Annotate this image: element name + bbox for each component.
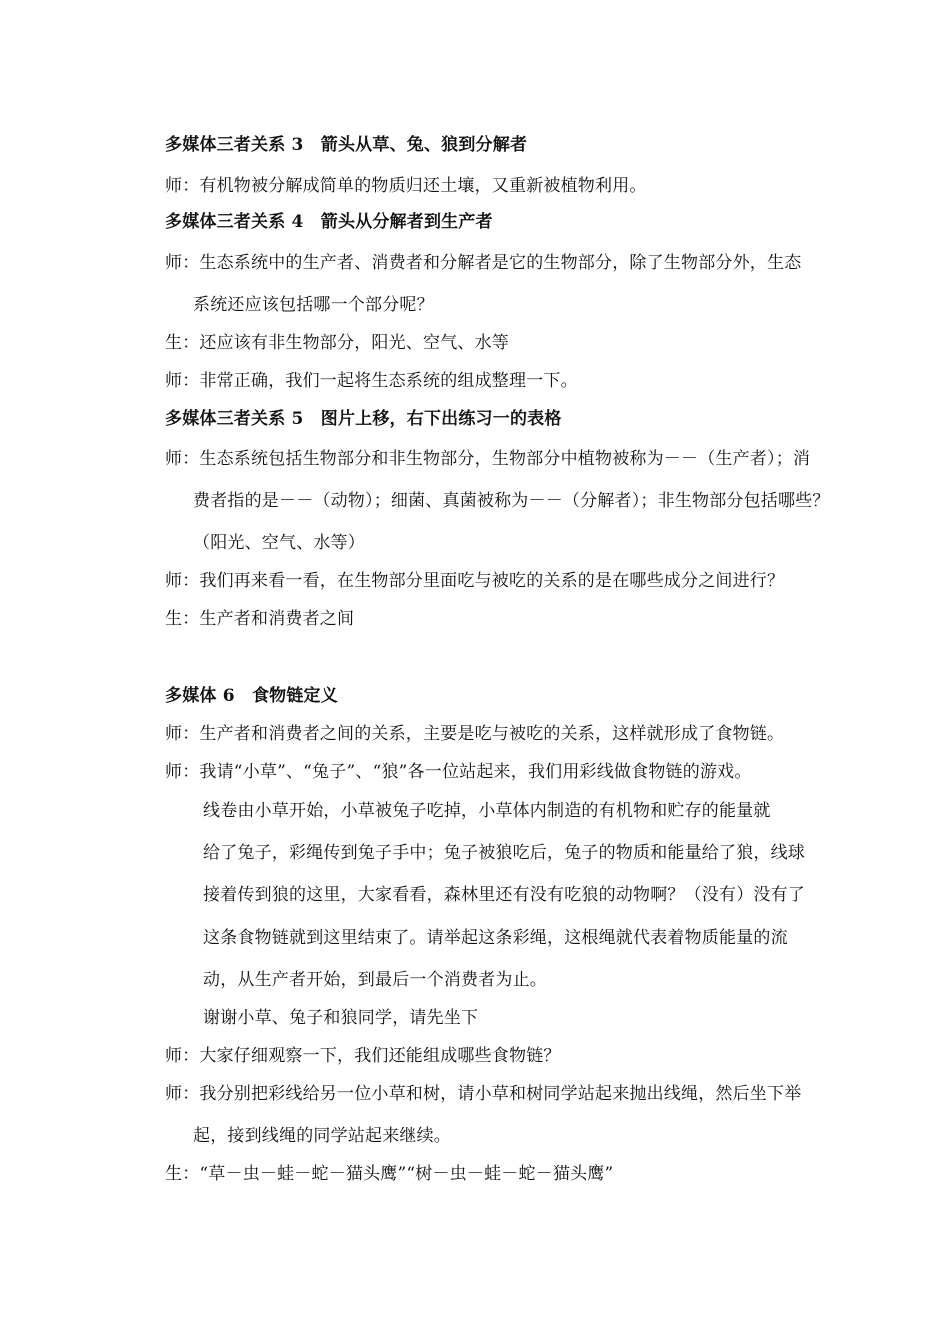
paragraph: 师：我分别把彩线给另一位小草和树，请小草和树同学站起来抛出线绳，然后坐下举 bbox=[165, 1084, 802, 1104]
paragraph: 师：我们再来看一看，在生物部分里面吃与被吃的关系的是在哪些成分之间进行？ bbox=[165, 571, 785, 591]
paragraph: 师：有机物被分解成简单的物质归还土壤，又重新被植物利用。 bbox=[165, 176, 647, 196]
paragraph: 生：“草－虫－蛙－蛇－猫头鹰”“树－虫－蛙－蛇－猫头鹰” bbox=[165, 1164, 614, 1184]
paragraph: 师：大家仔细观察一下，我们还能组成哪些食物链？ bbox=[165, 1046, 561, 1066]
paragraph-continuation: （阳光、空气、水等） bbox=[193, 533, 365, 553]
section-heading: 多媒体三者关系 3 箭头从草、兔、狼到分解者 bbox=[165, 135, 528, 155]
paragraph-continuation: 这条食物链就到这里结束了。请举起这条彩绳，这根绳就代表着物质能量的流 bbox=[203, 928, 788, 948]
section-heading: 多媒体三者关系 4 箭头从分解者到生产者 bbox=[165, 212, 493, 232]
paragraph: 生：还应该有非生物部分，阳光、空气、水等 bbox=[165, 333, 509, 353]
paragraph-continuation: 给了兔子，彩绳传到兔子手中；兔子被狼吃后，兔子的物质和能量给了狼，线球 bbox=[203, 843, 805, 863]
paragraph: 师：生态系统包括生物部分和非生物部分，生物部分中植物被称为－－（生产者）；消 bbox=[165, 449, 811, 469]
paragraph-continuation: 接着传到狼的这里，大家看看，森林里还有没有吃狼的动物啊？（没有）没有了 bbox=[203, 885, 805, 905]
paragraph-continuation: 费者指的是－－（动物）；细菌、真菌被称为－－（分解者）；非生物部分包括哪些？ bbox=[193, 491, 830, 511]
paragraph: 师：我请“小草”、“兔子”、“狼”各一位站起来，我们用彩线做食物链的游戏。 bbox=[165, 762, 752, 782]
paragraph: 生：生产者和消费者之间 bbox=[165, 609, 355, 629]
section-heading: 多媒体三者关系 5 图片上移，右下出练习一的表格 bbox=[165, 409, 562, 429]
paragraph: 师：生产者和消费者之间的关系，主要是吃与被吃的关系，这样就形成了食物链。 bbox=[165, 724, 785, 744]
paragraph-continuation: 谢谢小草、兔子和狼同学，请先坐下 bbox=[203, 1008, 479, 1028]
paragraph-continuation: 动，从生产者开始，到最后一个消费者为止。 bbox=[203, 970, 547, 990]
paragraph-continuation: 系统还应该包括哪一个部分呢？ bbox=[193, 295, 434, 315]
paragraph: 师：非常正确，我们一起将生态系统的组成整理一下。 bbox=[165, 371, 578, 391]
paragraph: 师：生态系统中的生产者、消费者和分解者是它的生物部分，除了生物部分外，生态 bbox=[165, 253, 802, 273]
paragraph-continuation: 线卷由小草开始，小草被兔子吃掉，小草体内制造的有机物和贮存的能量就 bbox=[203, 801, 771, 821]
paragraph-continuation: 起，接到线绳的同学站起来继续。 bbox=[193, 1126, 451, 1146]
section-heading: 多媒体 6 食物链定义 bbox=[165, 686, 338, 706]
